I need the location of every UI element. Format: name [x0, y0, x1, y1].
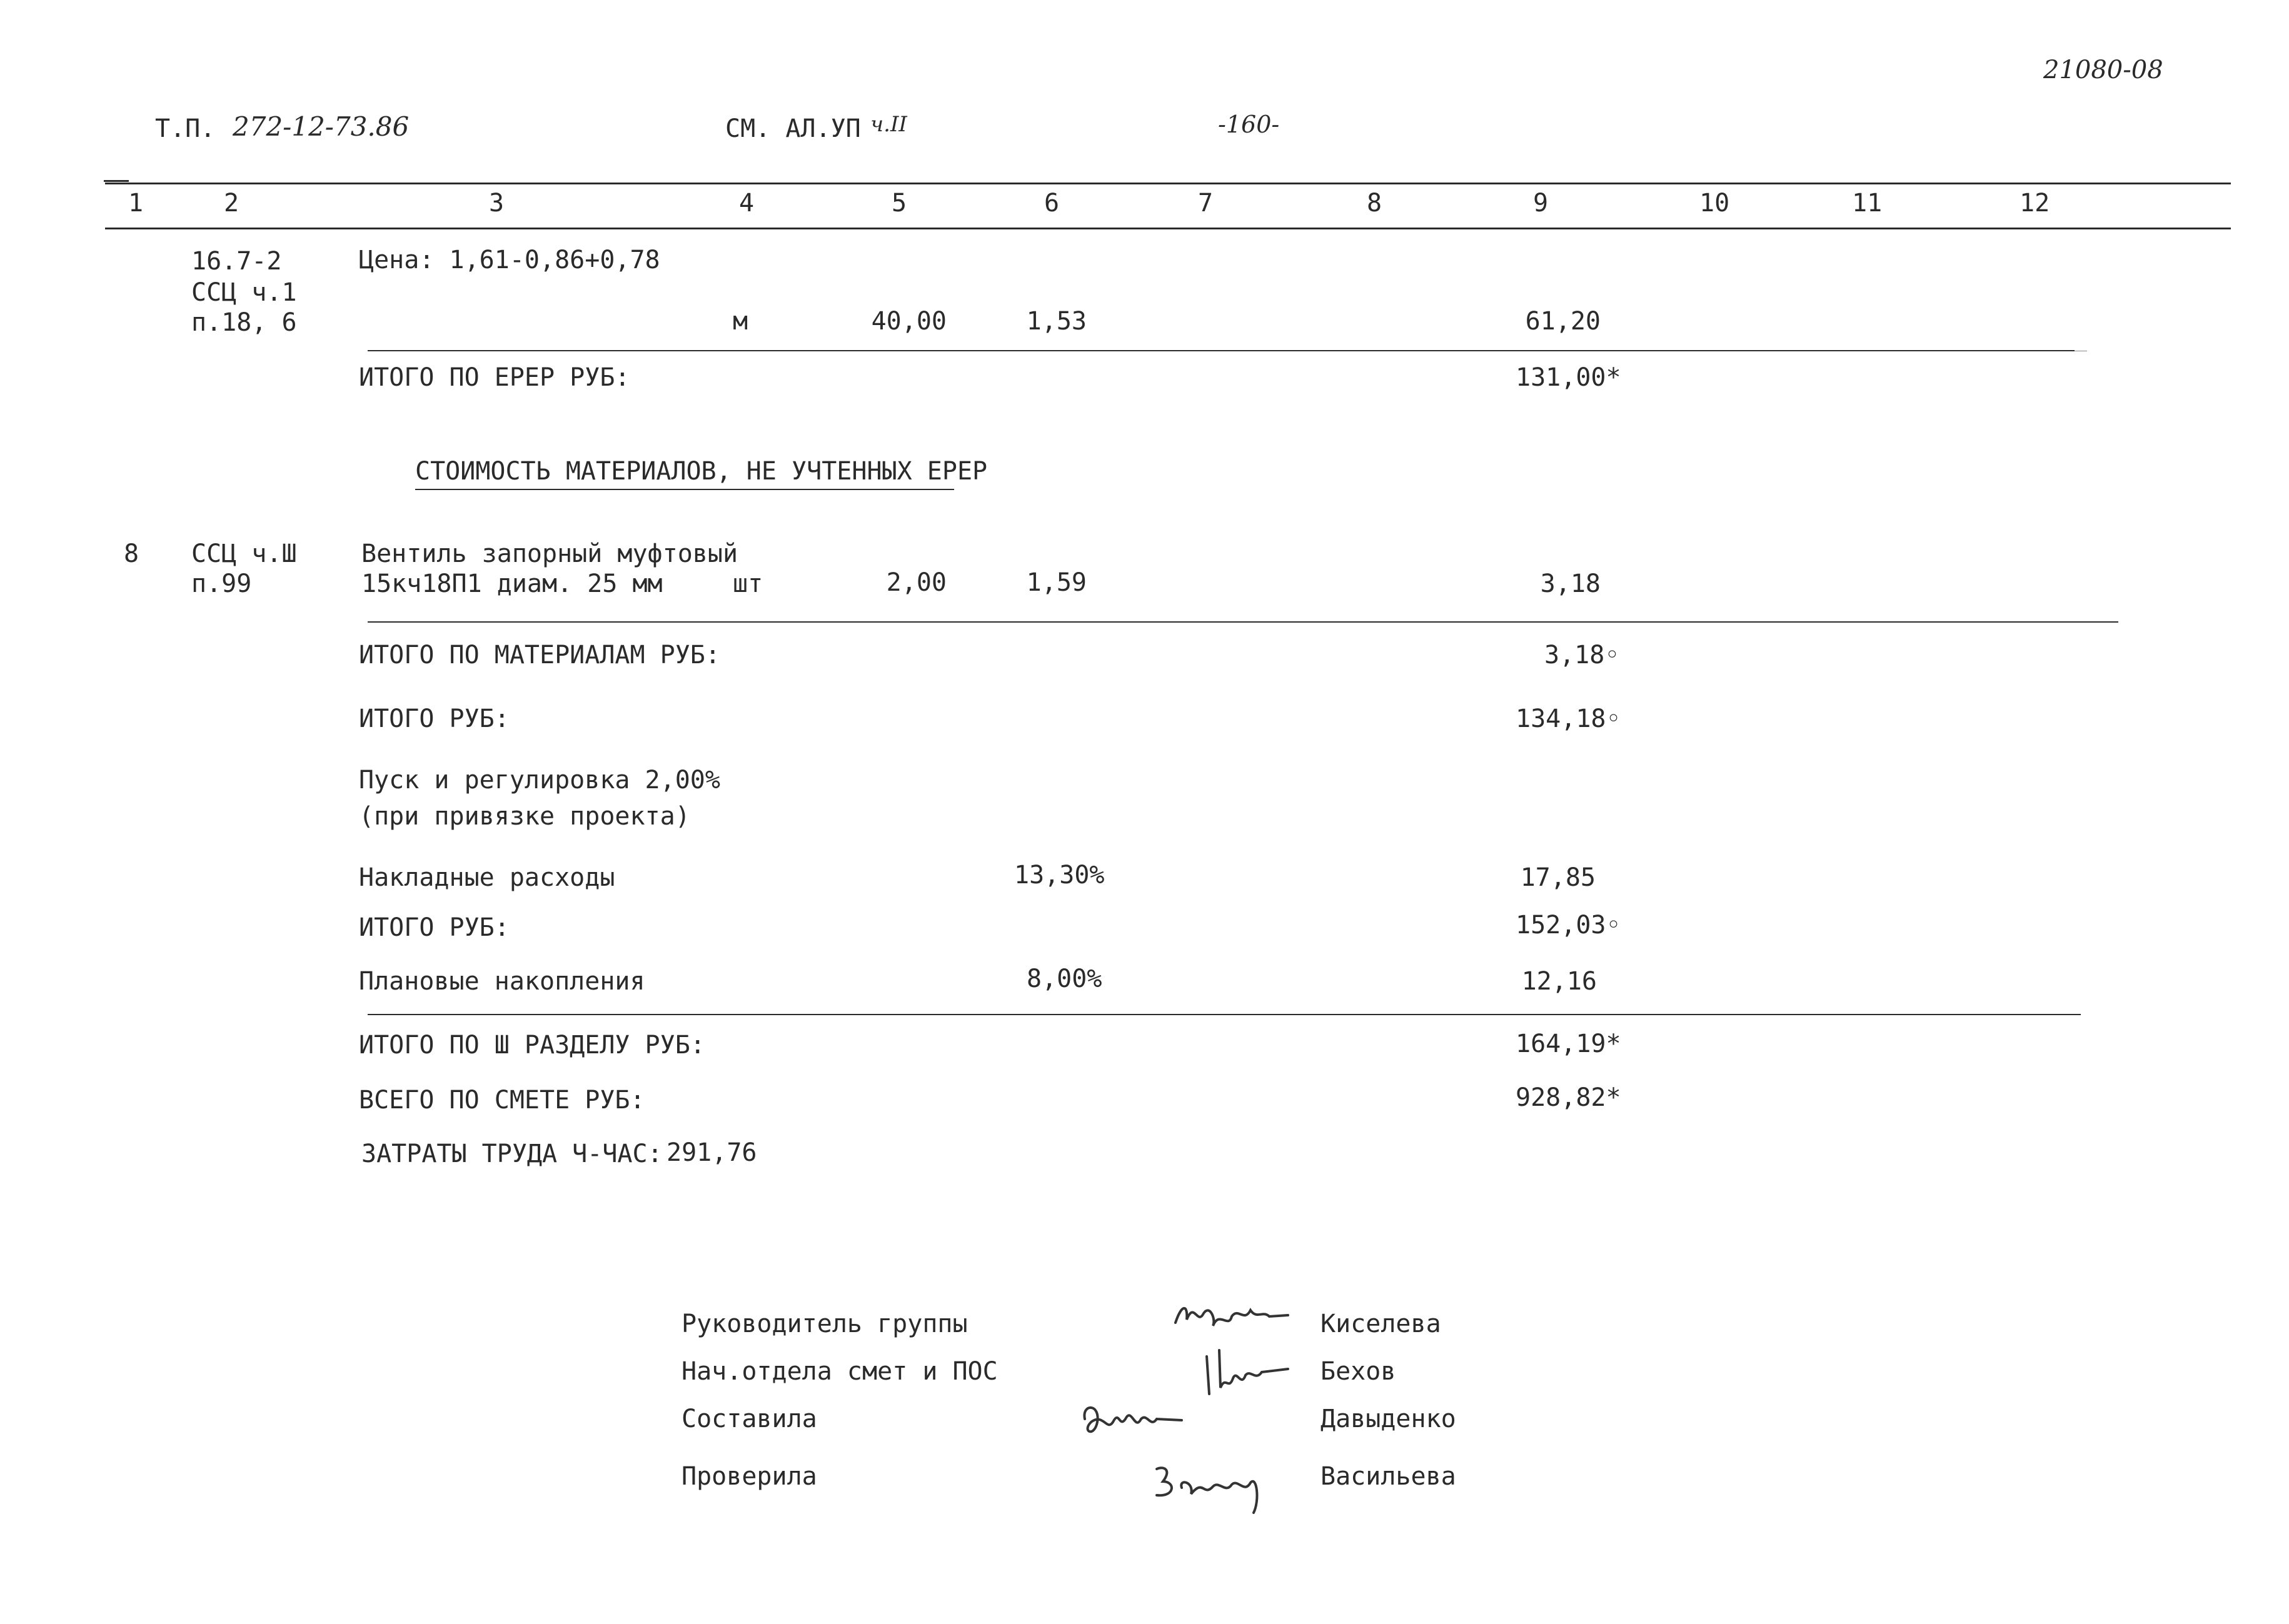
column-header: 7 — [1198, 189, 1214, 218]
overhead-percent: 13,30% — [1014, 861, 1105, 890]
tp-prefix: Т.П. — [155, 114, 216, 143]
signature-role: Составила — [682, 1405, 817, 1433]
subtotal-label: ИТОГО РУБ: — [359, 913, 510, 942]
column-header: 5 — [892, 189, 907, 218]
handwritten-signature — [1075, 1394, 1188, 1444]
total-value: 3,18◦ — [1544, 641, 1620, 669]
row-price: 1,53 — [1026, 307, 1087, 336]
column-header: 1 — [128, 189, 144, 218]
row-number: 8 — [124, 539, 139, 568]
column-header: 12 — [2020, 189, 2050, 218]
grand-total-value: 928,82* — [1516, 1083, 1621, 1112]
section-total-label: ИТОГО ПО Ш РАЗДЕЛУ РУБ: — [359, 1031, 705, 1060]
column-header: 3 — [489, 189, 505, 218]
row-unit: шт — [733, 569, 763, 598]
signature-role: Нач.отдела смет и ПОС — [682, 1357, 998, 1386]
column-header: 2 — [224, 189, 239, 218]
handwritten-signature — [1169, 1291, 1294, 1341]
handwritten-signature — [1194, 1344, 1294, 1400]
row-code: ССЦ ч.Ш — [191, 539, 297, 568]
reference-prefix: СМ. АЛ.УП — [725, 114, 861, 143]
signature-name: Васильева — [1321, 1462, 1456, 1491]
archive-number: 21080-08 — [2043, 56, 2163, 84]
header-top-rule — [105, 183, 2231, 184]
signature-name: Бехов — [1321, 1357, 1396, 1386]
planned-label: Плановые накопления — [359, 967, 645, 996]
material-name: Вентиль запорный муфтовый — [361, 539, 738, 568]
column-header: 8 — [1367, 189, 1382, 218]
planned-value: 12,16 — [1521, 967, 1597, 996]
signature-name: Давыденко — [1321, 1405, 1456, 1433]
header-rule-mark — [104, 180, 129, 182]
column-header: 9 — [1533, 189, 1549, 218]
row-separator — [368, 621, 2118, 623]
column-header: 4 — [739, 189, 755, 218]
grand-total-label: ВСЕГО ПО СМЕТЕ РУБ: — [359, 1086, 645, 1115]
overhead-value: 17,85 — [1520, 863, 1596, 892]
reference-suffix: ч.II — [870, 112, 907, 137]
column-header: 11 — [1852, 189, 1883, 218]
row-total: 3,18 — [1540, 569, 1601, 598]
page-number: -160- — [1218, 111, 1280, 138]
row-separator — [368, 350, 2075, 351]
startup-line: Пуск и регулировка 2,00% — [359, 766, 720, 794]
signature-role: Руководитель группы — [682, 1310, 968, 1338]
subtotal-erer-label: ИТОГО ПО ЕРЕР РУБ: — [359, 363, 630, 392]
signature-role: Проверила — [682, 1462, 817, 1491]
row-code: ССЦ ч.1 — [191, 278, 297, 307]
subtotal-value: 152,03◦ — [1516, 911, 1621, 940]
price-formula: Цена: 1,61-0,86+0,78 — [359, 246, 660, 274]
material-name: 15кч18П1 диам. 25 мм — [361, 569, 663, 598]
startup-line: (при привязке проекта) — [359, 802, 690, 831]
row-code: 16.7-2 — [191, 247, 282, 276]
row-code: п.99 — [191, 569, 252, 598]
row-quantity: 2,00 — [886, 568, 947, 597]
row-price: 1,59 — [1026, 568, 1087, 597]
row-quantity: 40,00 — [871, 307, 947, 336]
section-title-underline — [415, 489, 954, 490]
column-header: 6 — [1044, 189, 1060, 218]
subtotal-erer-value: 131,00* — [1516, 363, 1621, 392]
header-bottom-rule — [105, 228, 2231, 229]
labor-label: ЗАТРАТЫ ТРУДА Ч-ЧАС: — [361, 1140, 663, 1168]
section-total-value: 164,19* — [1516, 1030, 1621, 1058]
labor-value: 291,76 — [667, 1138, 757, 1167]
overhead-label: Накладные расходы — [359, 863, 615, 892]
row-code: п.18, 6 — [191, 308, 297, 337]
row-unit: м — [733, 307, 748, 336]
row-separator — [368, 1014, 2081, 1015]
signature-name: Киселева — [1321, 1310, 1441, 1338]
section-title: СТОИМОСТЬ МАТЕРИАЛОВ, НЕ УЧТЕННЫХ ЕРЕР — [415, 457, 988, 486]
handwritten-signature — [1144, 1456, 1282, 1519]
planned-percent: 8,00% — [1027, 965, 1102, 993]
total-label: ИТОГО ПО МАТЕРИАЛАМ РУБ: — [359, 641, 720, 669]
row-total: 61,20 — [1525, 307, 1601, 336]
total-label: ИТОГО РУБ: — [359, 704, 510, 733]
total-value: 134,18◦ — [1516, 704, 1621, 733]
tp-number: 272-12-73.86 — [233, 111, 410, 142]
column-header: 10 — [1699, 189, 1730, 218]
